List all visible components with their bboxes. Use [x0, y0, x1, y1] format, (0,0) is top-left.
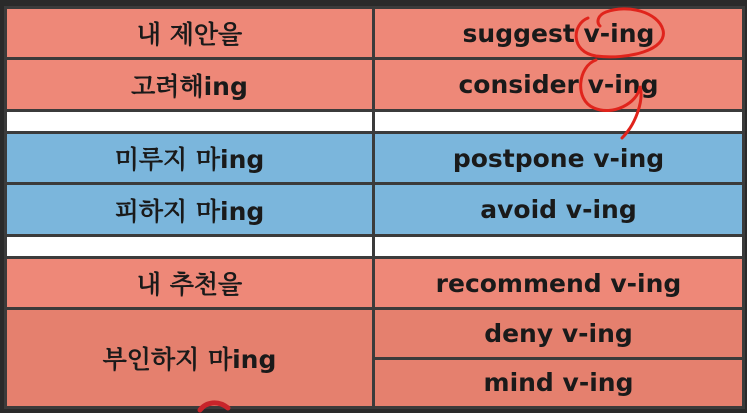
- korean-mnemonic-cell: 미루지 마ing: [6, 132, 374, 183]
- table-row: [6, 184, 744, 235]
- spacer-row: [6, 110, 744, 132]
- empty-cell: [374, 110, 744, 132]
- table-row: [6, 257, 744, 308]
- korean-mnemonic-cell: 내 추천을: [6, 257, 374, 308]
- korean-mnemonic-cell: 고려해ing: [6, 59, 374, 110]
- english-verb-cell: deny v-ing: [374, 309, 744, 358]
- table-row: [6, 8, 744, 59]
- table-row: [6, 309, 744, 358]
- english-verb-cell: mind v-ing: [374, 358, 744, 407]
- gerund-verb-table: [4, 6, 745, 409]
- english-verb-cell: consider v-ing: [374, 59, 744, 110]
- korean-mnemonic-cell: 내 제안을: [6, 8, 374, 59]
- english-verb-cell: suggest v-ing: [374, 8, 744, 59]
- korean-mnemonic-cell: 피하지 마ing: [6, 184, 374, 235]
- empty-cell: [374, 235, 744, 257]
- korean-mnemonic-cell: 부인하지 마ing: [6, 309, 374, 408]
- english-verb-cell: avoid v-ing: [374, 184, 744, 235]
- table-row: [6, 132, 744, 183]
- spacer-row: [6, 235, 744, 257]
- english-verb-cell: postpone v-ing: [374, 132, 744, 183]
- empty-cell: [6, 235, 374, 257]
- empty-cell: [6, 110, 374, 132]
- english-verb-cell: recommend v-ing: [374, 257, 744, 308]
- table-row: [6, 59, 744, 110]
